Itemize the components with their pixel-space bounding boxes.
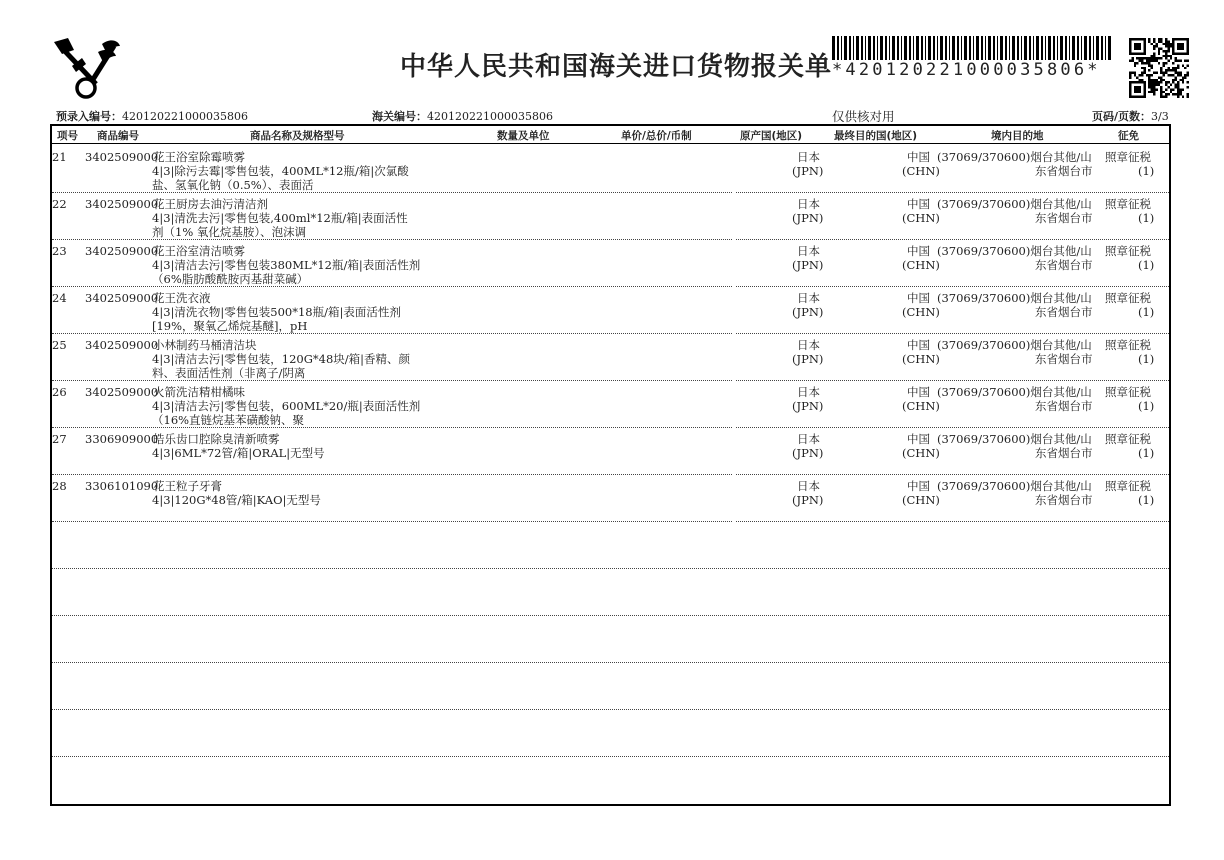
row-levy: 照章征税 bbox=[1105, 385, 1151, 399]
row-levy-code: (1) bbox=[1138, 493, 1155, 507]
row-spec-line1: 4|3|120G*48管/箱|KAO|无型号 bbox=[152, 493, 321, 507]
row-origin-code: (JPN) bbox=[792, 446, 824, 460]
row-spec-line2: [19%，聚氧乙烯烷基醚]，pH bbox=[152, 319, 308, 333]
row-origin: 日本 bbox=[797, 150, 820, 164]
blank-row-separator bbox=[52, 756, 1169, 757]
row-origin: 日本 bbox=[797, 197, 820, 211]
row-domestic-line2: 东省烟台市 bbox=[1035, 352, 1093, 366]
page-label: 页码/页数： bbox=[1092, 110, 1152, 123]
page-indicator bbox=[1092, 108, 1169, 124]
row-spec-line2: 料、表面活性剂（非离子/阴离 bbox=[152, 366, 306, 380]
row-dest-code: (CHN) bbox=[902, 305, 940, 319]
row-item-no: 26 bbox=[52, 385, 67, 399]
col-header-price: 单价/总价/币制 bbox=[621, 130, 692, 142]
row-levy: 照章征税 bbox=[1105, 338, 1151, 352]
row-domestic-line2: 东省烟台市 bbox=[1035, 258, 1093, 272]
row-origin: 日本 bbox=[797, 432, 820, 446]
qr-code bbox=[1129, 38, 1189, 98]
table-row bbox=[52, 287, 1169, 334]
blank-row-separator bbox=[52, 709, 1169, 710]
row-dest: 中国 bbox=[907, 244, 930, 258]
row-spec-line1: 4|3|清洁去污|零售包装380ML*12瓶/箱|表面活性剂 bbox=[152, 258, 421, 272]
row-domestic-line1: (37069/370600)烟台其他/山 bbox=[937, 338, 1092, 352]
table-row bbox=[52, 193, 1169, 240]
row-domestic-line2: 东省烟台市 bbox=[1035, 446, 1093, 460]
row-dest-code: (CHN) bbox=[902, 446, 940, 460]
row-name: 火箭洗洁精柑橘味 bbox=[153, 385, 245, 399]
check-only-label: 仅供核对用 bbox=[832, 109, 895, 124]
row-code: 3402509000 bbox=[85, 385, 159, 399]
row-dest-code: (CHN) bbox=[902, 211, 940, 225]
table-row bbox=[52, 381, 1169, 428]
row-code: 3306101090 bbox=[85, 479, 159, 493]
row-item-no: 28 bbox=[52, 479, 67, 493]
pre-entry-label: 预录入编号： bbox=[56, 110, 122, 123]
row-item-no: 22 bbox=[52, 197, 67, 211]
row-item-no: 21 bbox=[52, 150, 67, 164]
row-dest: 中国 bbox=[907, 338, 930, 352]
row-domestic-line1: (37069/370600)烟台其他/山 bbox=[937, 244, 1092, 258]
row-origin-code: (JPN) bbox=[792, 164, 824, 178]
table-row bbox=[52, 475, 1169, 522]
row-levy: 照章征税 bbox=[1105, 291, 1151, 305]
row-code: 3402509000 bbox=[85, 150, 159, 164]
row-domestic-line2: 东省烟台市 bbox=[1035, 399, 1093, 413]
blank-row-separator bbox=[52, 615, 1169, 616]
row-spec-line1: 4|3|6ML*72管/箱|ORAL|无型号 bbox=[152, 446, 325, 460]
row-name: 小林制药马桶清洁块 bbox=[153, 338, 257, 352]
row-levy-code: (1) bbox=[1138, 399, 1155, 413]
blank-row-separator bbox=[52, 662, 1169, 663]
row-levy-code: (1) bbox=[1138, 305, 1155, 319]
customs-emblem-icon bbox=[52, 36, 122, 102]
row-origin: 日本 bbox=[797, 291, 820, 305]
row-code: 3402509000 bbox=[85, 244, 159, 258]
col-header-levy: 征免 bbox=[1118, 130, 1139, 142]
row-code: 3402509000 bbox=[85, 291, 159, 305]
row-separator bbox=[52, 521, 732, 522]
table-row bbox=[52, 334, 1169, 381]
row-domestic-line1: (37069/370600)烟台其他/山 bbox=[937, 150, 1092, 164]
row-dest: 中国 bbox=[907, 291, 930, 305]
col-header-domestic-dest: 境内目的地 bbox=[991, 130, 1044, 142]
header-divider bbox=[52, 143, 1169, 144]
row-origin: 日本 bbox=[797, 338, 820, 352]
row-dest: 中国 bbox=[907, 385, 930, 399]
customs-label: 海关编号： bbox=[372, 110, 427, 123]
row-code: 3402509000 bbox=[85, 197, 159, 211]
col-header-destination: 最终目的国(地区) bbox=[834, 130, 918, 142]
row-separator bbox=[736, 521, 1169, 522]
row-levy: 照章征税 bbox=[1105, 479, 1151, 493]
barcode-text: *420120221000035806* bbox=[832, 60, 1101, 80]
row-dest-code: (CHN) bbox=[902, 493, 940, 507]
row-name: 皓乐齿口腔除臭清新喷雾 bbox=[153, 432, 280, 446]
pre-entry-value: 420120221000035806 bbox=[122, 110, 248, 123]
row-levy: 照章征税 bbox=[1105, 150, 1151, 164]
row-item-no: 23 bbox=[52, 244, 67, 258]
row-origin-code: (JPN) bbox=[792, 258, 824, 272]
col-header-name-spec: 商品名称及规格型号 bbox=[250, 130, 345, 142]
row-domestic-line2: 东省烟台市 bbox=[1035, 305, 1093, 319]
row-spec-line1: 4|3|清洁去污|零售包装，600ML*20/瓶|表面活性剂 bbox=[152, 399, 421, 413]
row-spec-line2: 剂（1% 氧化烷基胺）、泡沫调 bbox=[152, 225, 307, 239]
row-spec-line2: 盐、氢氧化钠（0.5%）、表面活 bbox=[152, 178, 314, 192]
row-code: 3306909000 bbox=[85, 432, 159, 446]
row-dest: 中国 bbox=[907, 197, 930, 211]
row-levy-code: (1) bbox=[1138, 446, 1155, 460]
row-levy-code: (1) bbox=[1138, 258, 1155, 272]
row-origin: 日本 bbox=[797, 385, 820, 399]
row-domestic-line1: (37069/370600)烟台其他/山 bbox=[937, 385, 1092, 399]
row-origin-code: (JPN) bbox=[792, 493, 824, 507]
row-dest-code: (CHN) bbox=[902, 258, 940, 272]
row-code: 3402509000 bbox=[85, 338, 159, 352]
row-dest-code: (CHN) bbox=[902, 352, 940, 366]
row-domestic-line2: 东省烟台市 bbox=[1035, 164, 1093, 178]
row-levy: 照章征税 bbox=[1105, 244, 1151, 258]
col-header-item-no: 项号 bbox=[57, 130, 78, 142]
col-header-code: 商品编号 bbox=[97, 130, 139, 142]
row-domestic-line1: (37069/370600)烟台其他/山 bbox=[937, 479, 1092, 493]
row-item-no: 25 bbox=[52, 338, 67, 352]
row-name: 花王粒子牙膏 bbox=[153, 479, 222, 493]
row-origin: 日本 bbox=[797, 479, 820, 493]
row-levy: 照章征税 bbox=[1105, 432, 1151, 446]
row-name: 花王洗衣液 bbox=[153, 291, 211, 305]
row-item-no: 24 bbox=[52, 291, 67, 305]
row-levy-code: (1) bbox=[1138, 352, 1155, 366]
row-spec-line1: 4|3|清洗去污|零售包装,400ml*12瓶/箱|表面活性 bbox=[152, 211, 408, 225]
row-name: 花王厨房去油污清洁剂 bbox=[153, 197, 268, 211]
customs-number bbox=[372, 108, 553, 124]
row-levy-code: (1) bbox=[1138, 164, 1155, 178]
row-origin-code: (JPN) bbox=[792, 399, 824, 413]
col-header-quantity: 数量及单位 bbox=[497, 130, 550, 142]
row-domestic-line1: (37069/370600)烟台其他/山 bbox=[937, 291, 1092, 305]
blank-row-separator bbox=[52, 568, 1169, 569]
table-row bbox=[52, 146, 1169, 193]
col-header-origin: 原产国(地区) bbox=[740, 130, 803, 142]
row-spec-line1: 4|3|清洁去污|零售包装，120G*48块/箱|香精、颜 bbox=[152, 352, 411, 366]
pre-entry-number bbox=[56, 108, 248, 124]
row-levy-code: (1) bbox=[1138, 211, 1155, 225]
row-dest: 中国 bbox=[907, 150, 930, 164]
row-levy: 照章征税 bbox=[1105, 197, 1151, 211]
row-dest-code: (CHN) bbox=[902, 164, 940, 178]
row-dest: 中国 bbox=[907, 479, 930, 493]
row-domestic-line1: (37069/370600)烟台其他/山 bbox=[937, 197, 1092, 211]
row-origin-code: (JPN) bbox=[792, 352, 824, 366]
row-origin-code: (JPN) bbox=[792, 305, 824, 319]
table-row bbox=[52, 428, 1169, 475]
barcode bbox=[832, 36, 1112, 60]
document-title: 中华人民共和国海关进口货物报关单 bbox=[400, 52, 833, 82]
row-name: 花王浴室除霉喷雾 bbox=[153, 150, 245, 164]
row-dest: 中国 bbox=[907, 432, 930, 446]
row-domestic-line2: 东省烟台市 bbox=[1035, 493, 1093, 507]
row-item-no: 27 bbox=[52, 432, 67, 446]
row-domestic-line2: 东省烟台市 bbox=[1035, 211, 1093, 225]
row-dest-code: (CHN) bbox=[902, 399, 940, 413]
row-name: 花王浴室清洁喷雾 bbox=[153, 244, 245, 258]
row-spec-line2: （6%脂肪酸酰胺丙基甜菜碱） bbox=[152, 272, 309, 286]
page-value: 3/3 bbox=[1151, 110, 1169, 123]
table-row bbox=[52, 240, 1169, 287]
row-domestic-line1: (37069/370600)烟台其他/山 bbox=[937, 432, 1092, 446]
row-origin-code: (JPN) bbox=[792, 211, 824, 225]
customs-value: 420120221000035806 bbox=[427, 110, 553, 123]
row-origin: 日本 bbox=[797, 244, 820, 258]
row-spec-line2: （16%直链烷基苯磺酸钠、聚 bbox=[152, 413, 305, 427]
row-spec-line1: 4|3|清洗衣物|零售包装500*18瓶/箱|表面活性剂 bbox=[152, 305, 401, 319]
row-spec-line1: 4|3|除污去霉|零售包装，400ML*12瓶/箱|次氯酸 bbox=[152, 164, 409, 178]
